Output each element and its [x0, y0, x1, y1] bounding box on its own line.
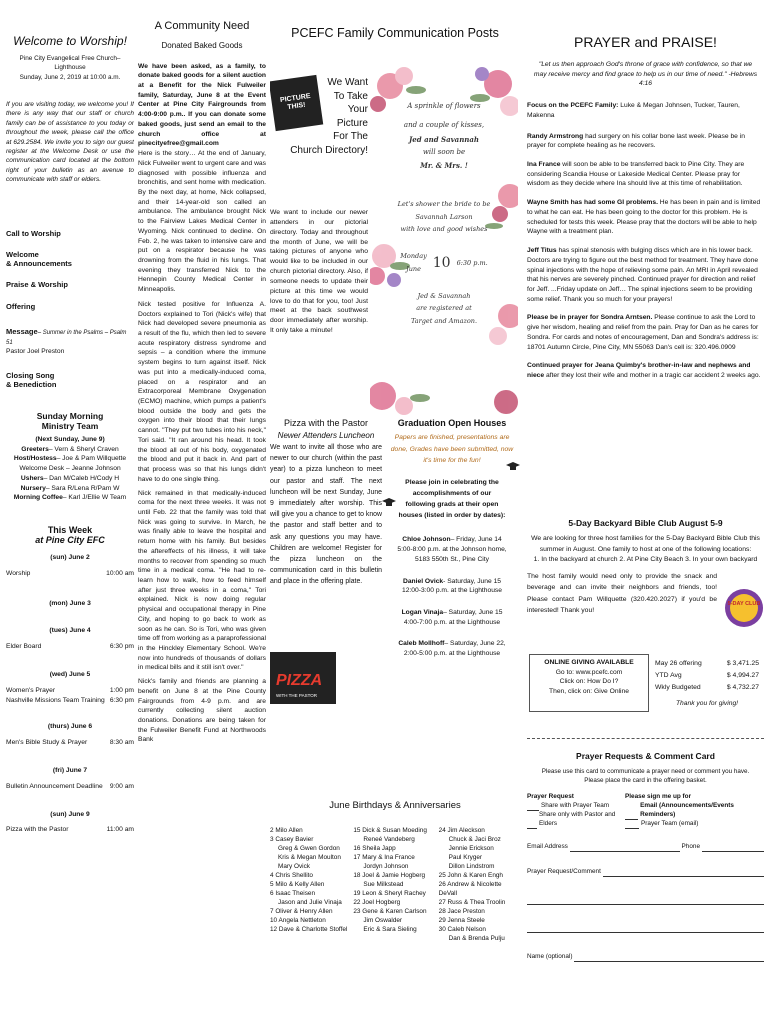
order-welcome: Welcome — [6, 249, 39, 259]
service-date: Sunday, June 2, 2019 at 10:00 a.m. — [19, 73, 121, 81]
prayer-item: Randy Armstrong had surgery on his collar bone last week. Please be in prayer for complete healing as he recovers. — [527, 132, 745, 150]
prayer-verse: "Let us then approach God's throne of grace with confidence, so that we may receive mercy and find grace to help us in our time of need." -Hebrews 4:16 — [533, 61, 758, 88]
signup-head: Please sign me up for — [625, 793, 692, 801]
week-event: Bulletin Announcement Deadline 9:00 am — [6, 782, 134, 790]
column-prayer — [527, 0, 764, 1024]
birthdays-column: 15 Dick & Susan Moeding Reneé Vandeberg 16 Sheila Japp 17 Mary & Ina France Jordyn Johnson 18 Joel & Jamie Hogberg Sue Milkstead 19 Leon & Sheryl Rachey 22 Joel Hogberg 23 Gene & Karen Carlson Jim Oswalder Eric & Sara Sieling — [353, 827, 427, 933]
grad-entry: Logan Vinaja– Saturday, June 15 4:00-7:00 p.m. at the Lighthouse — [401, 609, 503, 626]
comment-field[interactable] — [603, 869, 764, 877]
pizza-image: PIZZA WITH THE PASTOR — [270, 652, 336, 704]
email-label: Email Address — [527, 843, 568, 851]
graduation-note: Papers are finished, presentations are done, Grades have been submitted, now it's time for the fun! — [390, 434, 514, 465]
online-giving-box — [529, 654, 649, 712]
online-giving-line: Then, click on: Give Online — [549, 688, 629, 696]
phone-label: Phone — [681, 843, 700, 851]
community-need-story-4: Nick's family and friends are planning a benefit on June 8 at the Pine County Fairgrounds from 4-9 p.m. and are currently collecting silent auction donations. Donations are being taken for the Fulweiler Benefit Fund at Northwoods Bank — [138, 678, 266, 744]
welcome-title: Welcome to Worship! — [13, 34, 127, 48]
week-day: (mon) June 3 — [49, 599, 91, 607]
church-line: Pine City Evangelical Free Church– Lighthouse — [19, 55, 121, 72]
week-day: (sun) June 9 — [50, 810, 90, 818]
online-giving-line: Click on: How Do I? — [559, 678, 619, 686]
giving-row: YTD Avg $ 4,994.27 — [655, 672, 759, 680]
prayer-item: Wayne Smith has had some GI problems. He has been in pain and is limited to what he can eat. He has been going to the doctor for this problem. He is scheduled for tests this week. Please pray that the doctors will be able to help Wayne with a treatment plan. — [527, 199, 761, 236]
column-family-posts — [270, 0, 520, 1024]
comment-card-title: Prayer Requests & Comment Card — [576, 751, 715, 761]
week-event: Nashville Missions Team Training 6:30 pm — [6, 697, 134, 704]
vbc-text: We are looking for three host families for the 5-Day Backyard Bible Club this summer in August. One family to host at one of the following locations: — [531, 535, 760, 554]
prayer-item: Jeff Titus has spinal stenosis with bulging discs which are in his lower back. Doctors are trying to figure out the best method for treatment. They have done spinal injections with the hope of relieving some pain. An MRI in April revealed that his nerves are severely pinched. Continued prayer for direction and relief for Jeff. ...Friday update on Jeff… The spinal injections seem to be providing some relief. Thank you so much for your prayers! — [527, 247, 759, 303]
birthdays-section — [270, 800, 520, 944]
ministry-row: Morning Coffee– Karl J/Ellie W Team — [13, 494, 127, 502]
directory-section — [270, 60, 368, 420]
week-event: Women's Prayer 1:00 pm — [6, 686, 134, 694]
signup-email-option[interactable]: Email (Announcements/Events Reminders) — [625, 802, 763, 820]
comment-label: Prayer Request/Comment — [527, 868, 601, 876]
name-row — [527, 953, 764, 962]
week-event: Men's Bible Study & Prayer 8:30 am — [6, 738, 134, 746]
comment-field-line[interactable] — [527, 923, 764, 933]
community-need-story-2: Nick tested positive for Influenza A. Doctors explained to Tori (Nick's wife) that Nick had developed severe pneumonia as a result of the flu, which then led to severe acute respiratory distress syndrome and sepsis – a condition where the immune system begins to turn against itself. Nick was put into a medically-induced coma, placed on a respirator and an Extracorporeal Membrane Oxygenation (ECMO) machine, which pumps a patient's blood outside the body and gets the oxygen into their blood that their lungs cannot. "They put two tubes into his neck," Tori said. "It ran around his head. It took the blood all out of his body, oxygenated the blood and put it back in. And part of that process was so that his lungs didn't have to do one single thing. — [138, 300, 266, 483]
community-need-subtitle: Donated Baked Goods — [161, 41, 243, 50]
family-posts-title: PCEFC Family Communication Posts — [291, 26, 499, 40]
picture-this-image: PICTURE THIS! — [270, 75, 323, 131]
graduation-intro: Please join in celebrating the accomplishments of our following grads at their open houses (listed in order by dates): — [398, 478, 506, 520]
birthdays-column: 2 Milo Allen 3 Casey Bavier Greg & Gwen Gordon Kris & Megan Moulton Mary Ovick 4 Chris Shellito 5 Milo & Kelly Allen 6 Isaac Theisen Jason and Julie Vinaja 7 Oliver & Henry Allen 10 Angela Nettleton 12 Dave & Charlotte Stoffel — [270, 827, 348, 933]
online-giving-title: ONLINE GIVING AVAILABLE — [544, 659, 634, 666]
week-event: Worship 10:00 am — [6, 569, 134, 577]
grad-entry: Chloe Johnson– Friday, June 14 5:00-8:00 p.m. at the Johnson home, 5183 550th St., Pine City — [397, 536, 507, 563]
signup-prayer-team-option[interactable]: Prayer Team (email) — [625, 820, 763, 829]
grad-cap-icon — [506, 462, 520, 472]
benediction: & Benediction — [6, 379, 57, 389]
week-event: Elder Board 6:30 pm — [6, 643, 134, 651]
phone-field[interactable] — [702, 844, 764, 852]
vbc-title: 5-Day Backyard Bible Club August 5-9 — [568, 518, 723, 528]
prayer-item: Ina France will soon be able to be transferred back to Pine City. They are considering Scandia House or Lakeside Medical Center. Please pray for wisdom as they decide where Ina should live at this time of rehabilitation. — [527, 161, 745, 188]
shower-text: A sprinkle of flowers and a couple of kisses, Jed and Savannah will soon be Mr. & Mrs. ! Let's shower the bride to be Savannah Larson with love and good wishes Monday June 10 6:30 p.m. Jed & Savannah are registered at Target and Amazon. — [397, 102, 491, 325]
vbc-locations: 1. In the backyard at church 2. At Pine City Beach 3. In your own backyard — [533, 556, 758, 564]
pizza-text: We want to invite all those who are newer to our church (within the past year) to a pizza luncheon to meet our pastor and staff. The next luncheon will be next Sunday, June 9 immediately after worship. This will give you a chance to get to know the pastor and staff better and to ask any questions you may have. Children are welcome! Register for the pizza luncheon on the communication card in this bulletin and place in the offering plate. — [270, 444, 382, 586]
community-need-request: We have been asked, as a family, to donate baked goods for a silent auction at a Benefit for the Nick Fulweiler family, Saturday, June 8 at the Event Center at Pine City Fairgrounds from 4:00-9:00 p.m.. If you can donate some baked goods, just send an email to the church office at pinecityefree@gmail.com — [138, 62, 266, 148]
prayer-title: PRAYER and PRAISE! — [574, 34, 717, 50]
grad-cap-icon — [382, 498, 396, 508]
week-day: (sun) June 2 — [50, 553, 90, 561]
column-worship — [6, 0, 134, 1024]
message-text: – Summer in the Psalms – Psalm 51 — [6, 329, 127, 346]
birthdays-title: June Birthdays & Anniversaries — [329, 800, 461, 811]
comment-row — [527, 868, 764, 877]
week-event: Pizza with the Pastor 11:00 am — [6, 826, 134, 834]
pizza-title: Pizza with the Pastor — [283, 418, 369, 428]
grad-entry: Daniel Ovick- Saturday, June 15 12:00-3:00 p.m. at the Lighthouse — [401, 577, 502, 595]
signup-options — [625, 793, 763, 829]
ministry-row: Welcome Desk – Jeanne Johnson — [19, 465, 121, 473]
column-community-need — [138, 0, 266, 1024]
week-day: (thurs) June 6 — [47, 723, 93, 731]
share-prayer-team-option[interactable]: Share with Prayer Team — [527, 802, 619, 811]
comment-card-sub: Please use this card to communicate a prayer need or comment you have. — [541, 768, 750, 775]
graduation-section — [384, 418, 520, 659]
visitor-intro: If you are visiting today, we welcome you! If there is any way that our staff or church family can be of assistance to you today or throughout the week, please call the office at 629.2584. We invite you to sign our guest register at the Welcome Desk or use the communication card located at the bottom right of your bulletin as an avenue to communicate with staff or elders. — [6, 100, 134, 184]
comment-card-sub: Please place the card in the offering basket. — [584, 777, 707, 785]
closing-song: Closing Song — [6, 370, 55, 380]
ministry-title-2: Ministry Team — [41, 420, 99, 431]
graduation-title: Graduation Open Houses — [397, 418, 507, 428]
community-need-title: A Community Need — [154, 20, 250, 32]
ministry-row: Greeters– Vern & Sheryl Craven — [21, 445, 119, 453]
ministry-row: Nursery– Sara R/Lena R/Pam W — [20, 484, 120, 492]
name-field[interactable] — [574, 954, 764, 962]
week-day: (wed) June 5 — [49, 671, 91, 679]
comment-field-line[interactable] — [527, 895, 764, 905]
birthdays-list — [270, 827, 520, 944]
directory-text: We want to include our newer attenders in our pictorial directory. Today and throughout the month of June, we will be taking pictures of anyone who would like to be included in our church pictorial directory. Also, if someone needs to update their picture at this time we would love to do that for you, too! Just meet at the back southwest door immediately after worship. It only take a minute! — [270, 209, 368, 335]
prayer-request-options — [527, 793, 619, 829]
week-title-1: This Week — [47, 524, 93, 535]
ministry-title-1: Sunday Morning — [36, 410, 104, 421]
giving-row: May 26 offering $ 3,471.25 — [655, 660, 759, 667]
order-of-worship — [6, 229, 134, 389]
week-day: (tues) June 4 — [49, 627, 91, 635]
bridal-shower-invite — [370, 66, 518, 416]
ministry-row: Host/Hostess– Joe & Pam Willquette — [13, 455, 127, 463]
prayer-item: Continued prayer for Jeana Quimby's brother-in-law and nephews and niece after they lost their wife and mother in a tragic car accident 2 weeks ago. — [527, 362, 761, 379]
order-praise: Praise & Worship — [6, 279, 68, 289]
pastor-name: Pastor Joel Preston — [6, 348, 65, 356]
email-field[interactable] — [570, 844, 680, 852]
giving-summary — [655, 658, 759, 708]
order-message — [6, 327, 134, 348]
grad-entry: Caleb Mollhoff– Saturday, June 22, 2:00-5:00 p.m. at the Lighthouse — [398, 640, 506, 658]
backyard-bible-club — [527, 518, 764, 648]
email-phone-row — [527, 843, 764, 852]
name-label: Name (optional) — [527, 953, 573, 961]
vbc-contact: The host family would need only to provide the snack and beverage and can invite their neighbors and friends, too! Please contact Pam Willquette (320.420.2027) if you'd be interested! Thank you! — [527, 573, 717, 614]
community-need-story: Here is the story… At the end of January, Nick Fulweiler went to urgent care and was diagnosed with possible influenza and bronchitis, and sent home with medication. By the next day, at home, Nick collapsed, and their 14-year-old son called an ambulance. The ambulance brought Nick to the Fairview Lakes Medical Center in Wyoming. Nick continued to decline. On Feb. 2, he was taken to intensive care and put on a respirator because he was drowning from the fluid in his lungs. That evening they transferred Nick to the Hennepin County Medical Center in Minneapolis. — [138, 150, 266, 294]
giving-thanks: Thank you for giving! — [675, 699, 739, 707]
ministry-row: Ushers– Dan M/Caleb H/Cody H — [20, 474, 120, 482]
message-label: Message — [6, 326, 38, 336]
this-week — [6, 525, 134, 835]
birthdays-column: 24 Jim Aleckson Chuck & Jaci Broz Jennie Erickson Paul Kryger Dillon Lindstrom 25 John & Karen Engh 26 Andrew & Nicolette DeVall 27 Russ & Thea Troolin 28 Jace Preston 29 Jenna Steele 30 Caleb Nelson Dan & Brenda Pulju — [438, 827, 506, 942]
community-need-story-3: Nick remained in that medically-induced coma for the next three weeks. It was not until Feb. 22 that the family was told that Nick was going to survive. In March, he was finally able to leave the hospital and return home with his family. But besides the aftereffects of his illness, it will take months to recover from spending so much time in a medical coma. "He had to re-learn how to walk, how to feed himself after just three weeks in a coma," Tori explained. Nick is now doing regular physical and occupational therapy in Pine City, and hoping to go back to work as soon as he can. So is Tori, who was given time off from working as a paraprofessional in the Hinckley Elementary School. We're now into hundreds of thousands of dollars in medical bills and it still isn't over." — [138, 489, 266, 672]
five-day-club-badge: 5-DAY CLUB — [724, 588, 764, 628]
week-day: (fri) June 7 — [52, 766, 88, 774]
pizza-section — [270, 418, 382, 698]
ministry-team — [6, 411, 134, 503]
week-title-2: at Pine City EFC — [35, 534, 105, 545]
giving-row: Wkly Budgeted $ 4,732.27 — [655, 684, 759, 692]
order-announcements: & Announcements — [6, 258, 72, 268]
share-pastor-option[interactable]: Share only with Pastor and Elders — [527, 811, 619, 829]
prayer-item: Focus on the PCEFC Family: Luke & Megan Johnsen, Tucker, Tauren, Makenna — [527, 102, 740, 119]
order-call-to-worship: Call to Worship — [6, 228, 61, 238]
ministry-next: (Next Sunday, June 9) — [35, 435, 105, 443]
comment-card — [527, 738, 764, 962]
prayer-request-head: Prayer Request — [527, 793, 574, 801]
card-options — [527, 793, 764, 829]
pizza-subtitle: Newer Attenders Luncheon — [277, 431, 375, 440]
directory-heading: We Want To Take Your Picture For The Church Directory! — [290, 77, 368, 156]
order-offering: Offering — [6, 301, 36, 311]
prayer-item: Please be in prayer for Sondra Arntsen. Please continue to ask the Lord to give her wisdom, healing and relief from the pain. Pray for Dan as he cares for Sondra. For cards and notes of encouragement, Dan and Sondra's address is: 18701 Autumn Circle, Pine City, MN 55063 Dan's cell is: 320.496.0909 — [527, 314, 759, 351]
online-giving-line: Go to: www.pcefc.com — [555, 668, 623, 676]
